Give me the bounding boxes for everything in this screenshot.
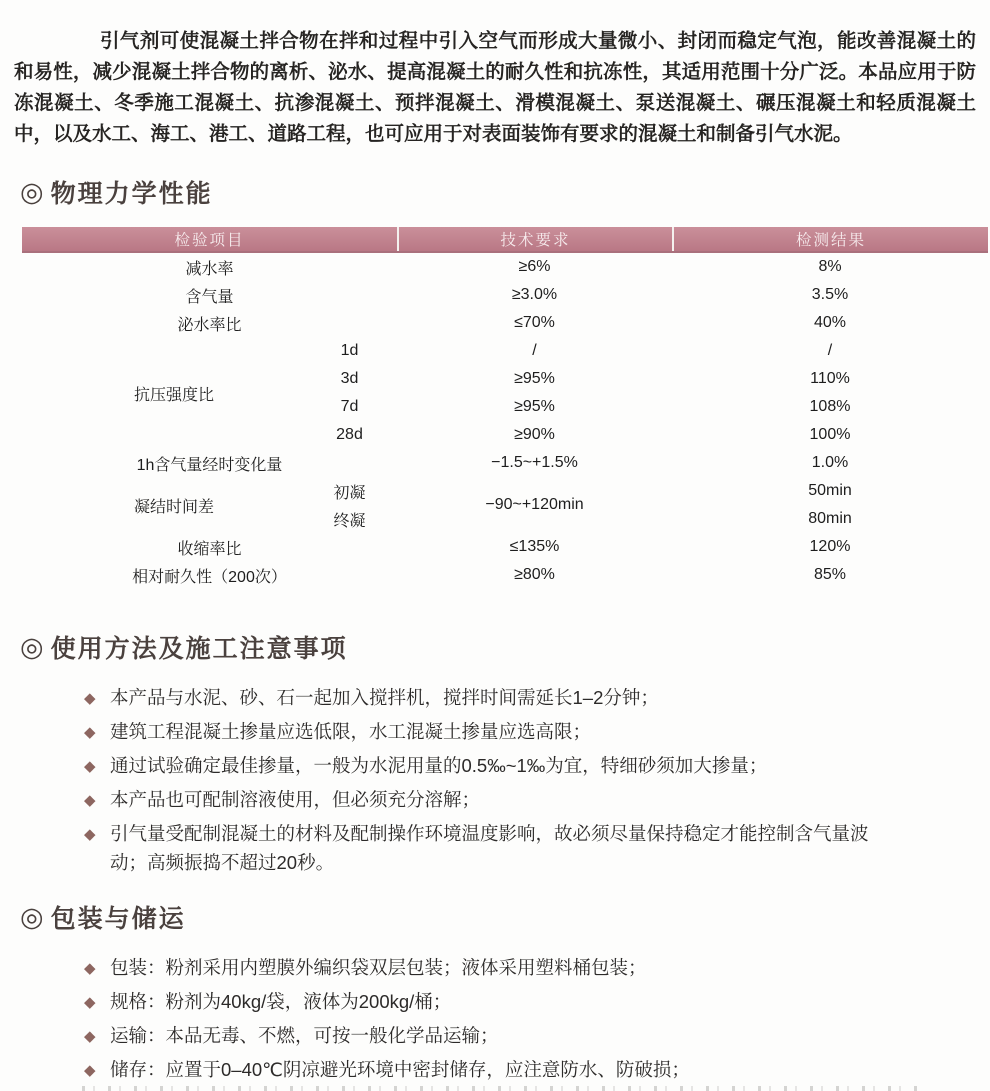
cell-age: 7d xyxy=(340,398,359,415)
table-group-setting-time xyxy=(22,477,988,533)
cell-requirement: ≥95% xyxy=(514,398,555,415)
cell-result: 120% xyxy=(809,538,851,555)
group-label: 凝结时间差 xyxy=(134,498,215,516)
cell-result: 50min xyxy=(808,482,852,499)
diamond-bullet-icon: ◆ xyxy=(84,690,96,707)
list-item xyxy=(84,1055,890,1084)
cell-requirement: ≥90% xyxy=(514,426,555,443)
list-item xyxy=(84,751,890,780)
list-item-text: 规格：粉剂为40kg/袋，液体为200kg/桶； xyxy=(110,991,452,1012)
cell-result: 1.0% xyxy=(811,454,849,471)
list-item xyxy=(84,987,890,1016)
cell-result: 40% xyxy=(813,314,847,331)
cell-item: 含气量 xyxy=(185,288,234,306)
section-marker-icon: ◎ xyxy=(20,901,44,932)
cell-requirement: ≥3.0% xyxy=(511,286,558,303)
list-item-text: 储存：应置于0–40℃阴凉避光环境中密封储存，应注意防水、防破损； xyxy=(110,1059,690,1080)
usage-bullet-list xyxy=(84,683,890,877)
cell-age: 1d xyxy=(340,342,359,359)
cell-requirement: −1.5~+1.5% xyxy=(491,454,578,471)
performance-table xyxy=(22,227,988,589)
cutoff-text-remnant xyxy=(82,1086,922,1091)
table-header-result: 检测结果 xyxy=(672,227,988,251)
cell-item: 1h含气量经时变化量 xyxy=(136,456,283,474)
cell-result: 80min xyxy=(808,510,852,527)
table-row xyxy=(22,253,988,281)
cell-stage: 终凝 xyxy=(333,512,366,530)
section-title: 使用方法及施工注意事项 xyxy=(50,635,348,663)
table-header-row xyxy=(22,227,988,253)
table-row xyxy=(22,533,988,561)
diamond-bullet-icon: ◆ xyxy=(84,1028,96,1045)
table-row xyxy=(22,309,988,337)
intro-paragraph: 引气剂可使混凝土拌合物在拌和过程中引入空气而形成大量微小、封闭而稳定气泡，能改善混凝土的和易性，减少混凝土拌合物的离析、泌水、提高混凝土的耐久性和抗冻性，其适用范围十分广泛。本品应用于防冻混凝土、冬季施工混凝土、抗渗混凝土、预拌混凝土、滑模混凝土、泵送混凝土、碾压混凝土和轻质混凝土中，以及水工、海工、港工、道路工程，也可应用于对表面装饰有要求的混凝土和制备引气水泥。 xyxy=(14,30,976,145)
diamond-bullet-icon: ◆ xyxy=(84,758,96,775)
cell-result: / xyxy=(827,342,833,359)
cell-result: 3.5% xyxy=(811,286,849,303)
section-heading-performance xyxy=(20,174,990,210)
section-title: 物理力学性能 xyxy=(50,180,213,208)
cell-requirement: ≥6% xyxy=(518,258,551,275)
list-item xyxy=(84,953,890,982)
group-label: 抗压强度比 xyxy=(134,386,215,404)
packaging-bullet-list xyxy=(84,953,890,1084)
list-item xyxy=(84,717,890,746)
table-group-compressive-strength xyxy=(22,337,988,449)
list-item-text: 包装：粉剂采用内塑膜外编织袋双层包装；液体采用塑料桶包装； xyxy=(110,957,647,978)
cell-age: 28d xyxy=(336,426,363,443)
cell-item: 泌水率比 xyxy=(177,316,242,334)
diamond-bullet-icon: ◆ xyxy=(84,994,96,1011)
diamond-bullet-icon: ◆ xyxy=(84,960,96,977)
cell-requirement: ≥80% xyxy=(514,566,555,583)
cell-result: 110% xyxy=(810,370,850,387)
list-item-text: 本产品与水泥、砂、石一起加入搅拌机，搅拌时间需延长1–2分钟； xyxy=(110,687,659,708)
table-header-requirement: 技术要求 xyxy=(397,227,672,251)
table-header-item: 检验项目 xyxy=(174,232,245,249)
list-item xyxy=(84,683,890,712)
cell-result: 85% xyxy=(813,566,847,583)
table-row xyxy=(22,281,988,309)
cell-item: 减水率 xyxy=(185,260,234,278)
cell-requirement: ≤70% xyxy=(514,314,555,331)
list-item-text: 引气量受配制混凝土的材料及配制操作环境温度影响，故必须尽量保持稳定才能控制含气量波动；高频振捣不超过20秒。 xyxy=(110,823,869,873)
list-item xyxy=(84,1021,890,1050)
list-item xyxy=(84,819,890,877)
cell-requirement: −90~+120min xyxy=(485,496,584,513)
cell-result: 108% xyxy=(809,398,851,415)
cell-requirement: / xyxy=(532,342,537,359)
section-marker-icon: ◎ xyxy=(20,176,44,207)
list-item xyxy=(84,785,890,814)
cell-stage: 初凝 xyxy=(333,484,366,502)
list-item-text: 本产品也可配制溶液使用，但必须充分溶解； xyxy=(110,789,481,810)
cell-item: 收缩率比 xyxy=(177,540,242,558)
table-row xyxy=(22,561,988,589)
cell-item: 相对耐久性（200次） xyxy=(132,568,287,586)
diamond-bullet-icon: ◆ xyxy=(84,1062,96,1079)
section-marker-icon: ◎ xyxy=(20,631,44,662)
diamond-bullet-icon: ◆ xyxy=(84,724,96,741)
section-heading-packaging xyxy=(20,899,990,935)
section-title: 包装与储运 xyxy=(50,905,186,933)
cell-requirement: ≤135% xyxy=(509,538,560,555)
list-item-text: 运输：本品无毒、不燃，可按一般化学品运输； xyxy=(110,1025,499,1046)
cell-result: 100% xyxy=(809,426,851,443)
list-item-text: 建筑工程混凝土掺量应选低限，水工混凝土掺量应选高限； xyxy=(110,721,592,742)
diamond-bullet-icon: ◆ xyxy=(84,826,96,843)
diamond-bullet-icon: ◆ xyxy=(84,792,96,809)
section-heading-usage xyxy=(20,629,990,665)
table-row xyxy=(22,449,988,477)
cell-result: 8% xyxy=(818,258,842,275)
document-page xyxy=(0,26,990,1091)
list-item-text: 通过试验确定最佳掺量，一般为水泥用量的0.5‰~1‰为宜，特细砂须加大掺量； xyxy=(110,755,768,776)
cell-requirement: ≥95% xyxy=(514,370,555,387)
cell-age: 3d xyxy=(340,370,359,387)
